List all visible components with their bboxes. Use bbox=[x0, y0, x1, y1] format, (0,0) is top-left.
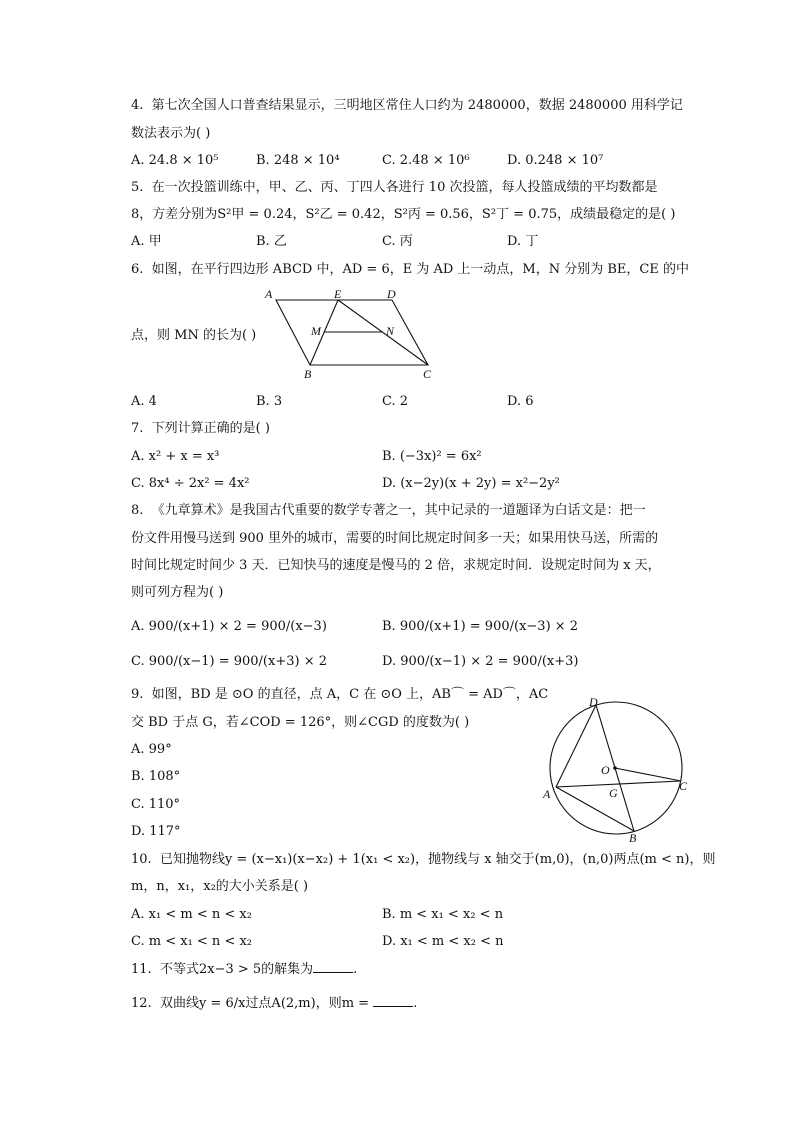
q7-option-c: C. 8x⁴ ÷ 2x² = 4x² bbox=[131, 476, 250, 491]
label-a: A bbox=[265, 287, 273, 301]
q6-option-a: A. 4 bbox=[131, 394, 157, 409]
q9-line-1: 9. 如图，BD 是 ⊙O 的直径，点 A，C 在 ⊙O 上，AB⌒ = AD⌒，AC bbox=[131, 687, 549, 702]
q11-line-1: 11. 不等式2x−3 > 5的解集为 . bbox=[131, 962, 358, 977]
chord-ac bbox=[556, 781, 681, 787]
q4-line-2: 数法表示为( ) bbox=[131, 126, 211, 141]
q7-option-a: A. x² + x = x³ bbox=[131, 449, 220, 464]
q4-option-c: C. 2.48 × 10⁶ bbox=[382, 153, 470, 168]
q6-line-1: 6. 如图，在平行四边形 ABCD 中，AD = 6，E 为 AD 上一动点，M，N 分别为 BE，CE 的中 bbox=[131, 262, 689, 277]
q6-line-2: 点，则 MN 的长为( ) bbox=[131, 328, 257, 343]
q8-line-4: 则可列方程为( ) bbox=[131, 585, 224, 600]
q5-option-d: D. 丁 bbox=[507, 234, 539, 249]
label-d: D bbox=[589, 695, 598, 709]
label-g: G bbox=[609, 786, 618, 800]
parallelogram-figure bbox=[260, 285, 440, 385]
q10-option-d: D. x₁ < m < x₂ < n bbox=[382, 934, 504, 949]
q5-line-2: 8，方差分别为S²甲 = 0.24，S²乙 = 0.42，S²丙 = 0.56，S²丁 = 0.75，成绩最稳定的是( ) bbox=[131, 207, 676, 222]
q10-line-2: m，n，x₁，x₂的大小关系是( ) bbox=[131, 879, 309, 894]
q7-line-1: 7. 下列计算正确的是( ) bbox=[131, 421, 270, 436]
label-c: C bbox=[423, 367, 432, 381]
q8-option-b: B. 900/(x+1) = 900/(x−3) × 2 bbox=[382, 619, 579, 634]
label-d: D bbox=[387, 287, 396, 301]
q5-option-a: A. 甲 bbox=[131, 234, 162, 249]
chord-ad bbox=[556, 705, 596, 787]
label-b: B bbox=[629, 831, 637, 845]
answer-blank[interactable] bbox=[373, 994, 413, 1007]
q12-line-1: 12. 双曲线y = 6/x过点A(2,m)，则m = . bbox=[131, 996, 418, 1011]
q5-line-1: 5. 在一次投篮训练中，甲、乙、丙、丁四人各进行 10 次投篮，每人投篮成绩的平均数都是 bbox=[131, 180, 658, 195]
q4-line-1: 4. 第七次全国人口普查结果显示，三明地区常住人口约为 2480000，数据 2480000 用科学记 bbox=[131, 98, 683, 113]
q9-option-d: D. 117° bbox=[131, 824, 181, 839]
label-o: O bbox=[601, 763, 610, 777]
q8-option-d: D. 900/(x−1) × 2 = 900/(x+3) bbox=[382, 654, 579, 669]
radius-oc bbox=[615, 768, 681, 781]
q9-line-2: 交 BD 于点 G，若∠COD = 126°，则∠CGD 的度数为( ) bbox=[131, 715, 470, 730]
q8-option-a: A. 900/(x+1) × 2 = 900/(x−3) bbox=[131, 619, 327, 634]
q7-option-d: D. (x−2y)(x + 2y) = x²−2y² bbox=[382, 476, 560, 491]
label-c: C bbox=[679, 779, 688, 793]
answer-blank[interactable] bbox=[313, 960, 353, 973]
q10-option-b: B. m < x₁ < x₂ < n bbox=[382, 907, 504, 922]
q4-option-b: B. 248 × 10⁴ bbox=[256, 153, 340, 168]
q8-line-1: 8. 《九章算术》是我国古代重要的数学专著之一，其中记录的一道题译为白话文是：把一 bbox=[131, 503, 646, 518]
q7-option-b: B. (−3x)² = 6x² bbox=[382, 449, 482, 464]
q9-option-c: C. 110° bbox=[131, 797, 181, 812]
q6-option-d: D. 6 bbox=[507, 394, 534, 409]
q9-option-a: A. 99° bbox=[131, 742, 172, 757]
label-m: M bbox=[311, 324, 321, 338]
q6-option-b: B. 3 bbox=[256, 394, 283, 409]
label-n: N bbox=[386, 324, 395, 338]
label-b: B bbox=[304, 367, 312, 381]
q4-option-a: A. 24.8 × 10⁵ bbox=[131, 153, 219, 168]
label-a: A bbox=[543, 787, 551, 801]
circle-figure bbox=[538, 692, 698, 846]
q5-option-b: B. 乙 bbox=[256, 234, 287, 249]
q10-line-1: 10. 已知抛物线y = (x−x₁)(x−x₂) + 1(x₁ < x₂)，抛物线与 x 轴交于(m,0)，(n,0)两点(m < n)，则 bbox=[131, 852, 716, 867]
q8-line-2: 份文件用慢马送到 900 里外的城市，需要的时间比规定时间多一天；如果用快马送，所需的 bbox=[131, 531, 659, 546]
q10-option-c: C. m < x₁ < n < x₂ bbox=[131, 934, 253, 949]
q6-option-c: C. 2 bbox=[382, 394, 409, 409]
q8-option-c: C. 900/(x−1) = 900/(x+3) × 2 bbox=[131, 654, 327, 669]
q8-line-3: 时间比规定时间少 3 天．已知快马的速度是慢马的 2 倍，求规定时间．设规定时间为 x 天， bbox=[131, 558, 661, 573]
q10-option-a: A. x₁ < m < n < x₂ bbox=[131, 907, 252, 922]
label-e: E bbox=[334, 287, 342, 301]
q9-option-b: B. 108° bbox=[131, 769, 181, 784]
center-point bbox=[613, 766, 617, 770]
q5-option-c: C. 丙 bbox=[382, 234, 413, 249]
q4-option-d: D. 0.248 × 10⁷ bbox=[507, 153, 604, 168]
